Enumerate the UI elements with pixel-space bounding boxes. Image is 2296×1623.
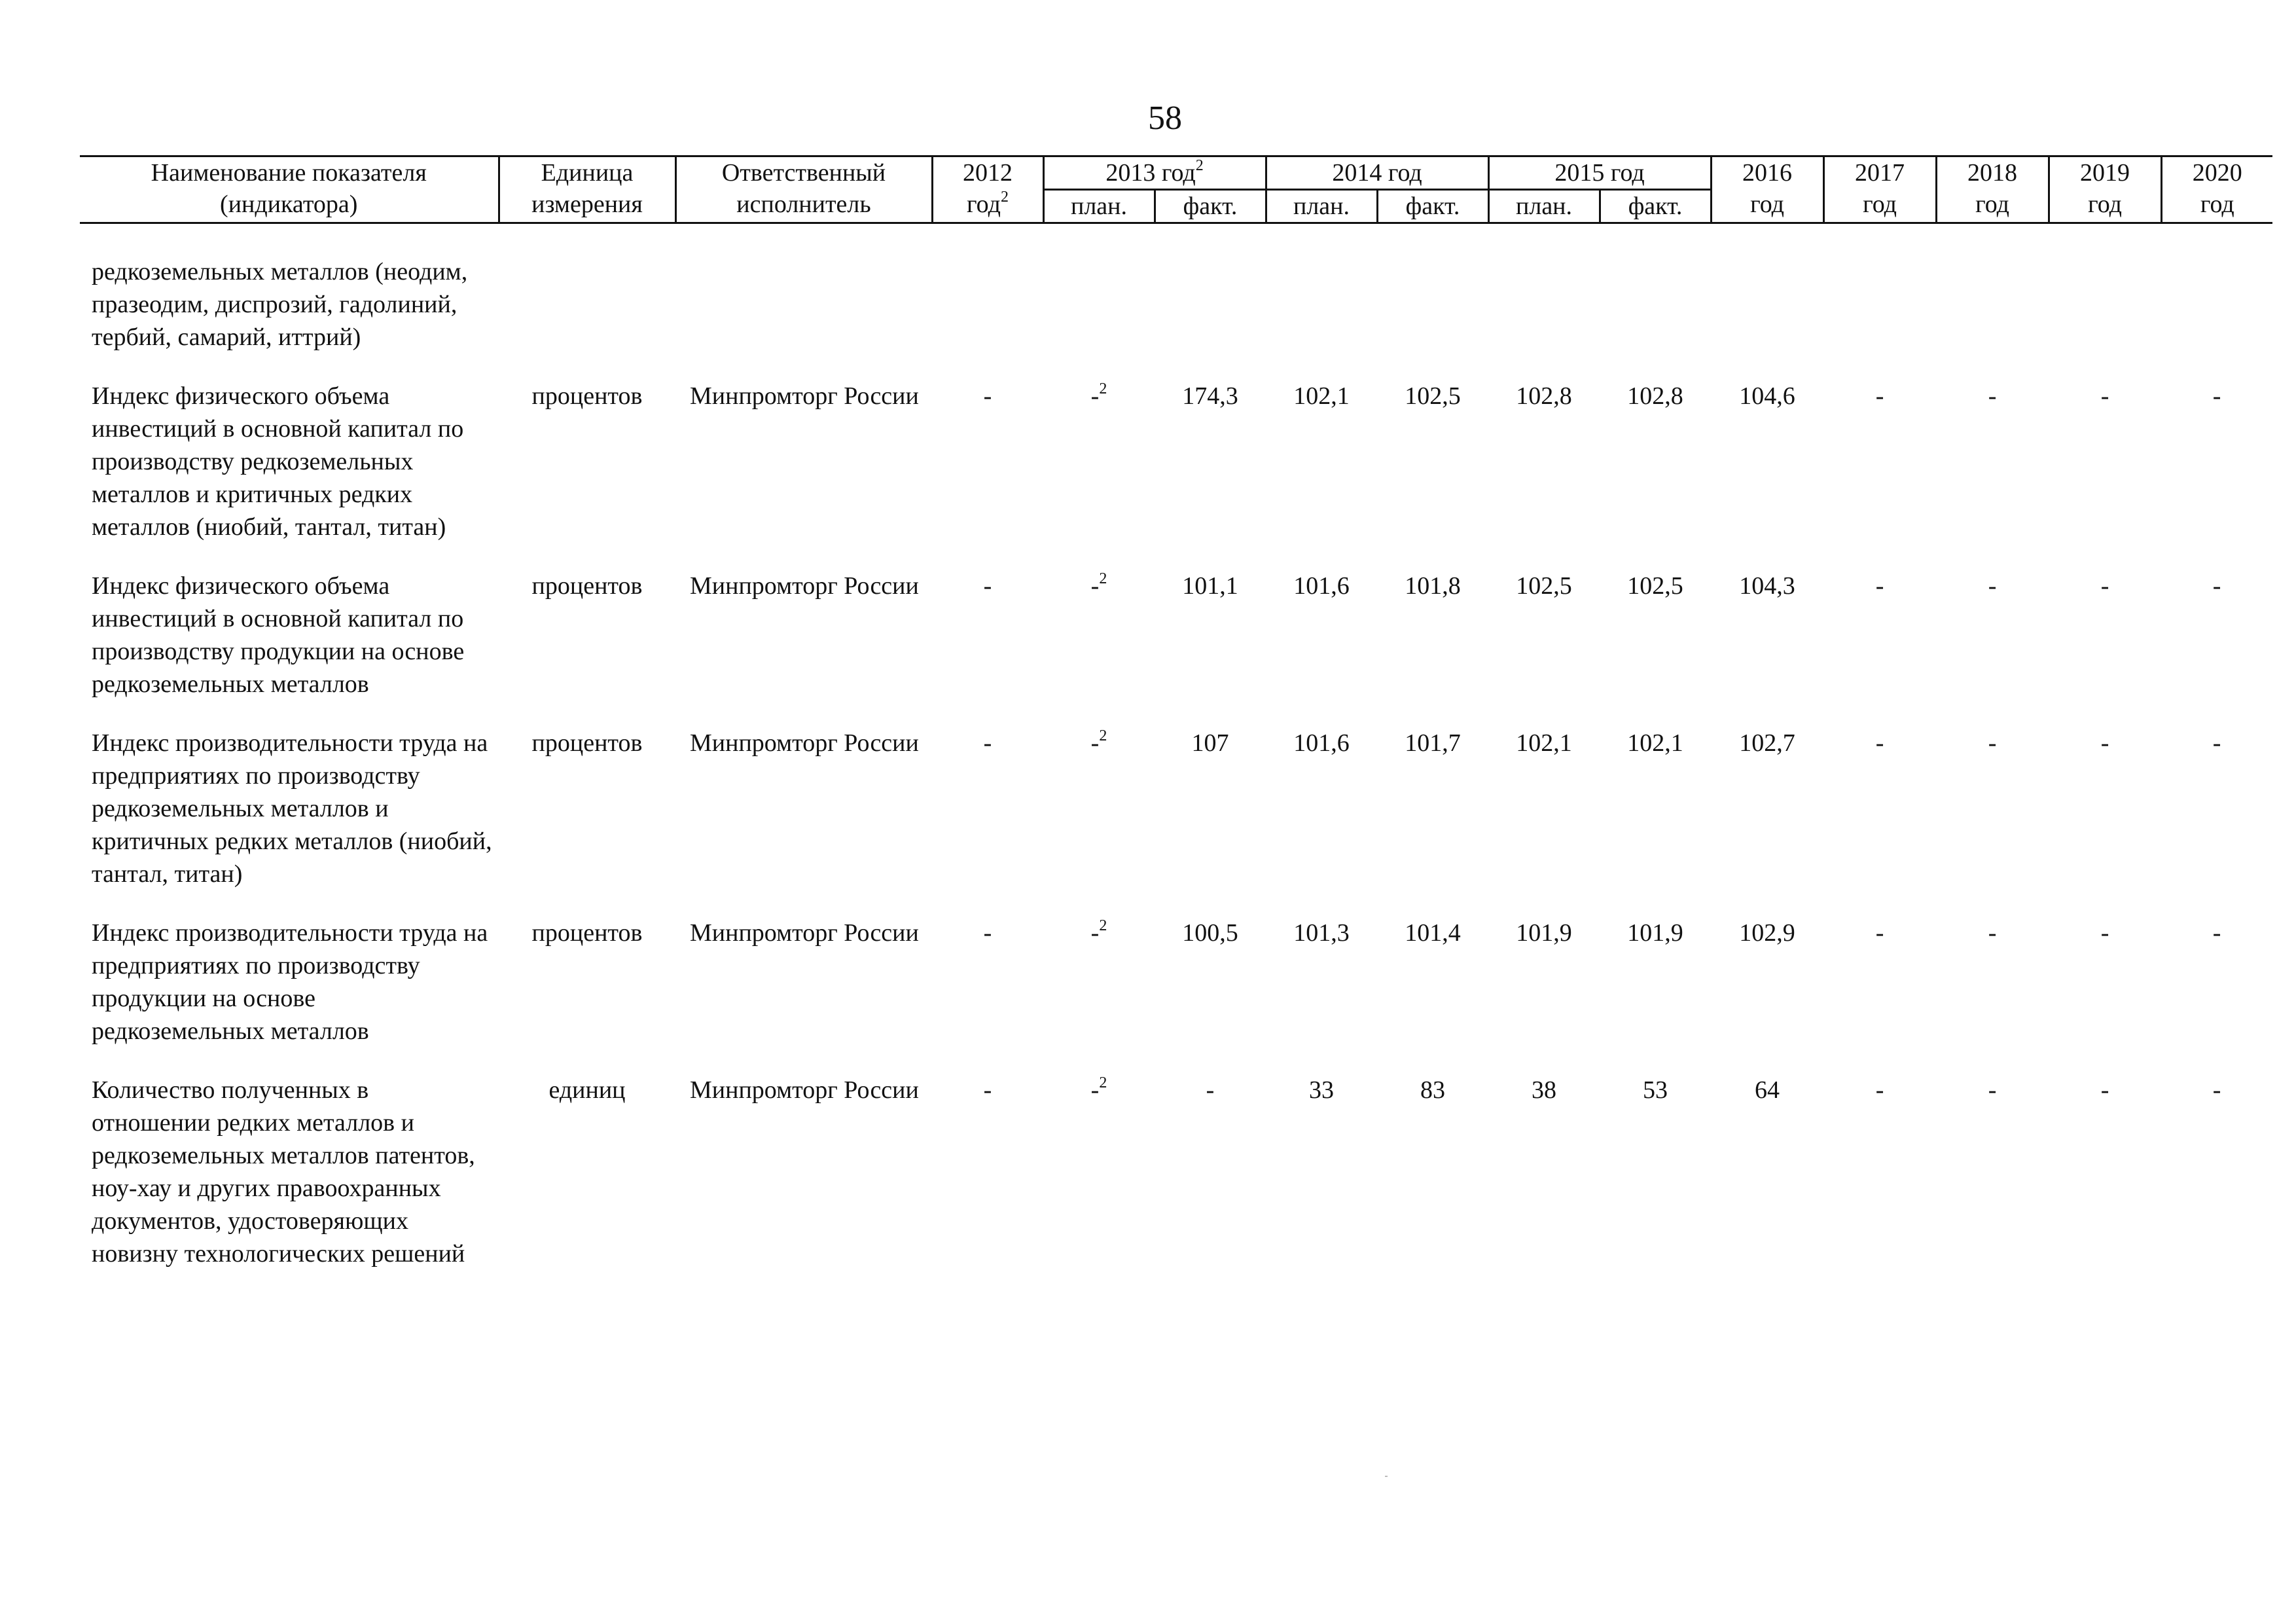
header-2013-plan: план. — [1043, 190, 1155, 223]
value-2015-plan: 102,8 — [1516, 382, 1572, 410]
responsible-cell: Минпромторг России — [690, 729, 919, 757]
header-name: Наименование показателя (индикатора) — [80, 156, 499, 223]
value-2013-fact: 100,5 — [1182, 919, 1238, 947]
header-2015-fact: факт. — [1600, 190, 1711, 223]
value-2014-plan: 101,6 — [1293, 572, 1350, 600]
header-2014-fact: факт. — [1377, 190, 1488, 223]
value-2013-plan: -$^2$ — [1090, 917, 1107, 947]
value-2015-fact: 53 — [1643, 1076, 1668, 1104]
indicator-name: Индекс производительности труда на предприятиях по производству редкоземельных металлов и критичных редких металлов (ниобий, тантал, титан) — [92, 729, 492, 888]
value-2014-fact: 101,4 — [1405, 919, 1461, 947]
unit-cell: единиц — [548, 1076, 626, 1104]
header-2017: 2017 год — [1823, 156, 1936, 223]
value-2013-fact: - — [1206, 1076, 1215, 1104]
responsible-cell: Минпромторг России — [690, 919, 919, 947]
value-2016: 102,9 — [1739, 919, 1795, 947]
header-2013: 2013 год$^2$ — [1043, 156, 1266, 190]
indicator-name: Количество полученных в отношении редких металлов и редкоземельных металлов патентов, ноу-хау и других правоохранных документов, удостоверяющих новизну технологических решений — [92, 1076, 475, 1267]
value-2018: - — [1988, 919, 1997, 947]
value-2013-plan: -$^2$ — [1090, 727, 1107, 757]
unit-cell: процентов — [531, 919, 643, 947]
value-2015-fact: 102,1 — [1627, 729, 1683, 757]
value-2014-fact: 102,5 — [1405, 382, 1461, 410]
header-2014: 2014 год — [1266, 156, 1488, 190]
value-2012: - — [983, 572, 992, 600]
header-2013-fact: факт. — [1155, 190, 1266, 223]
scan-mark — [1385, 1476, 1388, 1477]
value-2016: 104,3 — [1739, 572, 1795, 600]
header-unit: Единица измерения — [499, 156, 675, 223]
table-row — [80, 570, 2272, 727]
value-2014-plan: 101,6 — [1293, 729, 1350, 757]
indicators-table — [80, 155, 2272, 1296]
value-2015-fact: 102,5 — [1627, 572, 1683, 600]
indicator-name: Индекс физического объема инвестиций в основной капитал по производству редкоземельных металлов и критичных редких металлов (ниобий, тантал, титан) — [92, 382, 464, 541]
value-2014-plan: 33 — [1309, 1076, 1335, 1104]
value-2012: - — [983, 1076, 992, 1104]
value-2015-fact: 101,9 — [1627, 919, 1683, 947]
value-2015-fact: 102,8 — [1627, 382, 1683, 410]
value-2013-fact: 174,3 — [1182, 382, 1238, 410]
table-row — [80, 727, 2272, 917]
value-2020: - — [2212, 382, 2221, 410]
value-2019: - — [2100, 382, 2109, 410]
header-2018: 2018 год — [1936, 156, 2049, 223]
value-2020: - — [2212, 729, 2221, 757]
value-2019: - — [2100, 1076, 2109, 1104]
value-2014-fact: 101,8 — [1405, 572, 1461, 600]
value-2015-plan: 102,5 — [1516, 572, 1572, 600]
unit-cell: процентов — [531, 729, 643, 757]
value-2020: - — [2212, 572, 2221, 600]
value-2019: - — [2100, 572, 2109, 600]
unit-cell: процентов — [531, 382, 643, 410]
value-2016: 102,7 — [1739, 729, 1795, 757]
value-2012: - — [983, 382, 992, 410]
responsible-cell: Минпромторг России — [690, 382, 919, 410]
value-2013-plan: -$^2$ — [1090, 570, 1107, 600]
value-2018: - — [1988, 572, 1997, 600]
responsible-cell: Минпромторг России — [690, 572, 919, 600]
value-2017: - — [1875, 919, 1884, 947]
value-2014-fact: 101,7 — [1405, 729, 1461, 757]
value-2019: - — [2100, 729, 2109, 757]
table-row — [80, 917, 2272, 1074]
value-2015-plan: 102,1 — [1516, 729, 1572, 757]
value-2018: - — [1988, 1076, 1997, 1104]
table-row — [80, 380, 2272, 570]
value-2017: - — [1875, 382, 1884, 410]
table-row — [80, 1074, 2272, 1296]
indicator-name: Индекс производительности труда на предприятиях по производству продукции на основе редкоземельных металлов — [92, 919, 488, 1045]
value-2016: 64 — [1755, 1076, 1780, 1104]
header-2020: 2020 год — [2161, 156, 2272, 223]
continuation-row — [80, 255, 2272, 380]
value-2013-fact: 107 — [1191, 729, 1229, 757]
value-2016: 104,6 — [1739, 382, 1795, 410]
header-2012: 2012 год$^2$ — [932, 156, 1043, 223]
unit-cell: процентов — [531, 572, 643, 600]
header-responsible: Ответственный исполнитель — [675, 156, 932, 223]
page-number: 58 — [1148, 100, 1182, 137]
value-2013-plan: -$^2$ — [1090, 1074, 1107, 1104]
value-2013-plan: -$^2$ — [1090, 380, 1107, 410]
value-2014-plan: 101,3 — [1293, 919, 1350, 947]
table-header — [80, 156, 2272, 223]
value-2014-fact: 83 — [1420, 1076, 1446, 1104]
value-2017: - — [1875, 1076, 1884, 1104]
header-2016: 2016 год — [1711, 156, 1823, 223]
value-2017: - — [1875, 729, 1884, 757]
value-2018: - — [1988, 729, 1997, 757]
value-2012: - — [983, 919, 992, 947]
value-2018: - — [1988, 382, 1997, 410]
header-2014-plan: план. — [1266, 190, 1377, 223]
header-2015-plan: план. — [1488, 190, 1600, 223]
header-2019: 2019 год — [2049, 156, 2161, 223]
continuation-text: редкоземельных металлов (неодим, празеодим, диспрозий, гадолиний, тербий, самарий, иттрий) — [92, 258, 468, 351]
value-2020: - — [2212, 919, 2221, 947]
value-2015-plan: 101,9 — [1516, 919, 1572, 947]
value-2017: - — [1875, 572, 1884, 600]
value-2019: - — [2100, 919, 2109, 947]
indicator-name: Индекс физического объема инвестиций в основной капитал по производству продукции на основе редкоземельных металлов — [92, 572, 465, 698]
value-2014-plan: 102,1 — [1293, 382, 1350, 410]
responsible-cell: Минпромторг России — [690, 1076, 919, 1104]
value-2015-plan: 38 — [1532, 1076, 1557, 1104]
header-2015: 2015 год — [1488, 156, 1711, 190]
value-2013-fact: 101,1 — [1182, 572, 1238, 600]
value-2012: - — [983, 729, 992, 757]
value-2020: - — [2212, 1076, 2221, 1104]
